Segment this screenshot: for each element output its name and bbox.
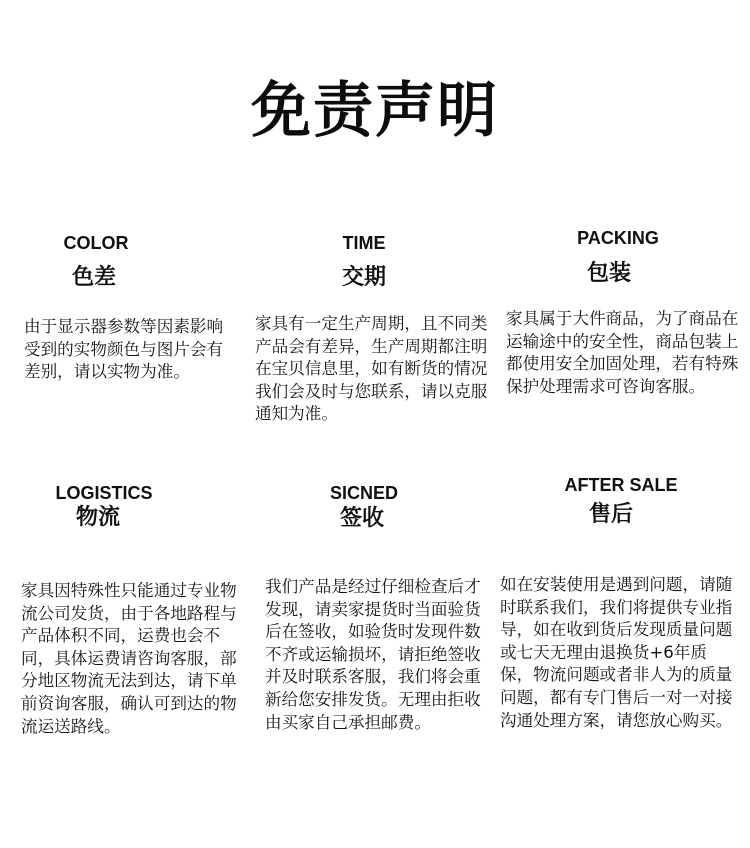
section-heading-en: LOGISTICS (55, 483, 153, 503)
section-body: 家具属于大件商品，为了商品在运输途中的安全性，商品包装上都使用安全加固处理，若有特殊保护处理需求可咨询客服。 (506, 309, 739, 396)
section-body: 由于显示器参数等因素影响受到的实物颜色与图片会有差别，请以实物为准。 (24, 317, 224, 382)
section-heading-en: PACKING (577, 228, 659, 248)
section-heading-cn: 色差 (71, 265, 116, 290)
section-heading-en: AFTER SALE (564, 475, 678, 495)
section-heading-cn: 售后 (588, 502, 633, 527)
section-heading-cn: 物流 (75, 505, 120, 530)
section-heading-en: TIME (342, 233, 386, 253)
section-body: 家具因特殊性只能通过专业物流公司发货，由于各地路程与产品体积不同，运费也会不同，具体运费请咨询客服，部分地区物流无法到达，请下单前资询客服，确认可到达的物流运送路线。 (21, 581, 237, 736)
section-body: 家具有一定生产周期，且不同类产品会有差异，生产周期都注明在宝贝信息里，如有断货的情况我们会及时与您联系，请以克服通知为准。 (255, 314, 488, 424)
section-heading-cn: 包装 (586, 261, 631, 286)
section-heading-cn: 交期 (341, 265, 386, 290)
section-heading-cn: 签收 (339, 506, 384, 531)
section-body: 我们产品是经过仔细检查后才发现，请卖家提货时当面验货后在签收，如验货时发现件数不齐或运输损坏，请拒绝签收并及时联系客服，我们将会重新给您安排发货。无理由拒收由买家自己承担邮费。 (265, 577, 481, 732)
page-title: 免责声明 (251, 76, 499, 146)
section-heading-en: COLOR (63, 233, 129, 253)
section-heading-en: SICNED (329, 483, 398, 503)
section-body: 如在安装使用是遇到问题，请随时联系我们，我们将提供专业指导，如在收到货后发现质量问题或七天无理由退换货+6年质保，物流问题或者非人为的质量问题，都有专门售后一对一对接沟通处理方案，请您放心购买。 (500, 575, 733, 730)
